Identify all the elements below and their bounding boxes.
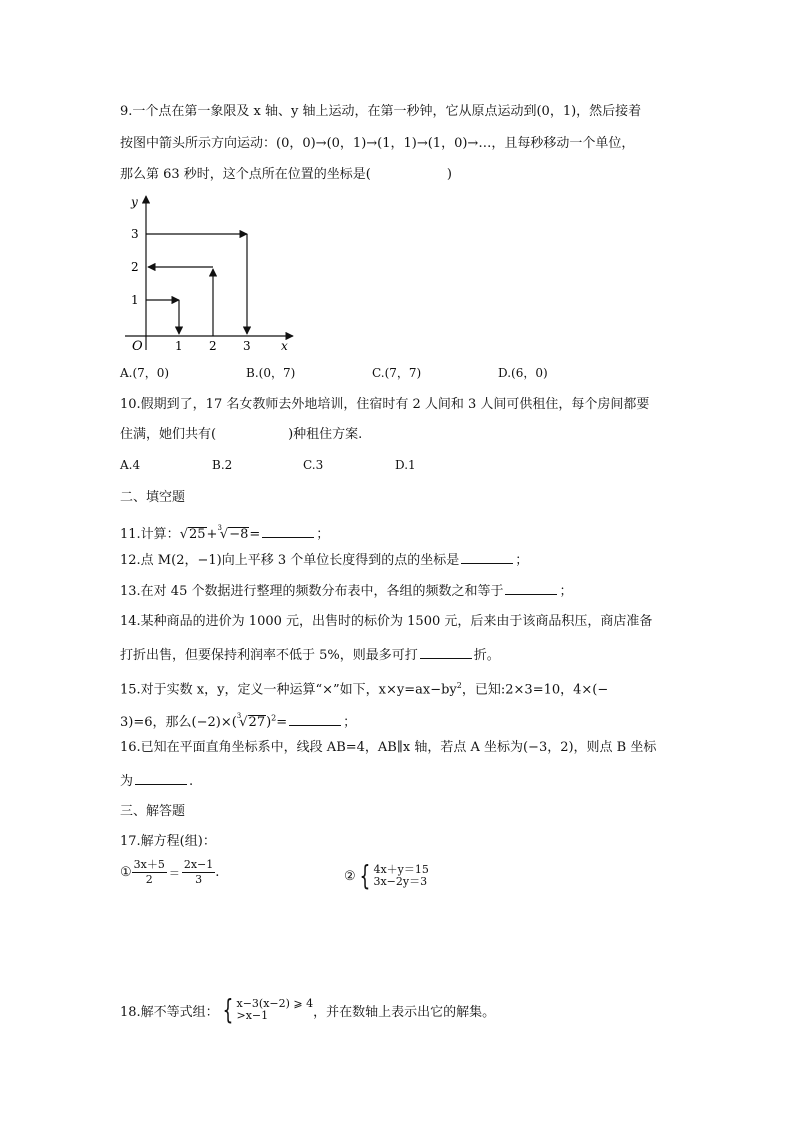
q9-option-c: C.(7，7) bbox=[372, 366, 422, 380]
y-tick-3: 3 bbox=[131, 227, 139, 241]
q11-radicand-2: −8 bbox=[229, 527, 249, 542]
q9-option-b: B.(0，7) bbox=[246, 366, 296, 380]
x-tick-3: 3 bbox=[243, 339, 251, 353]
q10-line2-end: )种租住方案. bbox=[288, 427, 363, 442]
q18 bbox=[120, 993, 496, 1026]
q9-line2: 按图中箭头所示方向运动：(0，0)→(0，1)→(1，1)→(1，0)→…，且每秒移动一个单位， bbox=[120, 136, 635, 151]
q10-line1: 10.假期到了，17 名女教师去外地培训，住宿时有 2 人间和 3 人间可供租住，每个房间都要 bbox=[120, 397, 650, 412]
q11-answer-blank[interactable] bbox=[262, 524, 314, 538]
q17-part1 bbox=[120, 858, 219, 887]
q15-line2: 3)=6，那么$(-2)\times(^3√27)^2=$ ； bbox=[120, 712, 357, 730]
x-tick-1: 1 bbox=[175, 339, 183, 353]
q9-line3-close: ) bbox=[446, 167, 452, 182]
q12-text: 12.点 M(2，−1)向上平移 3 个单位长度得到的点的坐标是 bbox=[120, 553, 460, 568]
q15-close: ) bbox=[266, 715, 272, 730]
q14-answer-blank[interactable] bbox=[420, 645, 472, 659]
q16-line1: 16.已知在平面直角坐标系中，线段 AB=4，AB∥x 轴，若点 A 坐标为(−3，2)，则点 B 坐标 bbox=[120, 740, 657, 755]
q17-part1-end: . bbox=[215, 865, 220, 880]
q18-system: { x−3(x−2) ⩾ 4 >x−1 bbox=[222, 993, 314, 1026]
q16-line2 bbox=[120, 771, 193, 792]
q10-option-a: A.4 bbox=[120, 458, 141, 472]
y-tick-1: 1 bbox=[131, 293, 139, 307]
q12-end: ； bbox=[515, 553, 529, 568]
q14-end: 折。 bbox=[473, 648, 500, 663]
q17-fraction-1 bbox=[132, 858, 167, 887]
q10-line2 bbox=[120, 425, 362, 445]
q13-answer-blank[interactable] bbox=[505, 581, 557, 595]
q15-end: ； bbox=[343, 715, 357, 730]
q11: 11.计算：√25+$^3$√−8= ； bbox=[120, 524, 330, 542]
q11-plus: + bbox=[206, 527, 218, 542]
q17-frac2-den: 3 bbox=[195, 873, 203, 886]
q14-text: 打折出售，但要保持利润率不低于 5%，则最多可打 bbox=[120, 648, 418, 663]
q12 bbox=[120, 550, 528, 571]
q11-radicand-1: 25 bbox=[188, 527, 206, 542]
q17-part2-label: ② bbox=[344, 868, 356, 884]
q15-radicand: 27 bbox=[248, 715, 266, 730]
q16-answer-blank[interactable] bbox=[135, 771, 187, 785]
q17-frac1-num: 3x＋5 bbox=[133, 858, 165, 871]
q10-option-c: C.3 bbox=[303, 458, 324, 472]
q16-end: . bbox=[189, 774, 194, 789]
q18-end: ，并在数轴上表示出它的解集。 bbox=[313, 1004, 496, 1020]
y-tick-2: 2 bbox=[131, 260, 139, 274]
q9-line3 bbox=[120, 165, 452, 185]
q9-line1: 9.一个点在第一象限及 x 轴、y 轴上运动，在第一秒钟，它从原点运动到(0，1)，然后接着 bbox=[120, 104, 642, 119]
q15-text-c: 3)=6，那么(−2)×( bbox=[120, 715, 237, 730]
q18-ineq-2: >x−1 bbox=[236, 1009, 269, 1022]
origin-label: O bbox=[132, 339, 143, 354]
q17-part2 bbox=[344, 859, 429, 892]
q15-text-a: 15.对于实数 x，y，定义一种运算“×”如下，x×y=ax−by bbox=[120, 682, 457, 698]
x-tick-2: 2 bbox=[209, 339, 217, 353]
q15-sup: 2 bbox=[456, 681, 462, 690]
q9-option-d: D.(6，0) bbox=[498, 366, 548, 380]
q17-title: 17.解方程(组)： bbox=[120, 834, 216, 849]
q17-frac1-den: 2 bbox=[145, 873, 153, 886]
q16-text: 为 bbox=[120, 774, 134, 789]
section-solve-title: 三、解答题 bbox=[120, 804, 186, 819]
x-axis-label: x bbox=[281, 339, 288, 353]
q13 bbox=[120, 581, 573, 602]
q15-text-b: ，已知:2×3=10，4×(− bbox=[461, 682, 609, 698]
q17-frac2-num: 2x−1 bbox=[183, 858, 214, 871]
q15-answer-blank[interactable] bbox=[289, 712, 341, 726]
q10-option-b: B.2 bbox=[212, 458, 233, 472]
section-fill-in-title: 二、填空题 bbox=[120, 490, 186, 505]
q17-eq-2: 3x−2y＝3 bbox=[373, 875, 428, 888]
q14-line2 bbox=[120, 645, 500, 666]
y-axis-label: y bbox=[131, 195, 138, 209]
q15-line1 bbox=[120, 676, 608, 700]
q18-ineq-1: x−3(x−2) ⩾ 4 bbox=[236, 997, 314, 1010]
q17-part1-eq: ＝ bbox=[168, 866, 180, 880]
q11-root-index: 3 bbox=[217, 524, 222, 532]
q17-eq-1: 4x＋y＝15 bbox=[373, 863, 429, 876]
q15-sup2: 2 bbox=[271, 713, 277, 723]
q10-line2-text: 住满，她们共有( bbox=[120, 427, 217, 442]
q12-answer-blank[interactable] bbox=[461, 550, 513, 564]
q11-end: ； bbox=[316, 527, 330, 542]
q13-end: ； bbox=[559, 584, 573, 599]
q15-root-index: 3 bbox=[236, 712, 242, 720]
q18-text: 18.解不等式组： bbox=[120, 1004, 219, 1020]
q17-part1-label: ① bbox=[120, 865, 132, 880]
q17-fraction-2 bbox=[182, 858, 215, 887]
q17-system: { 4x＋y＝15 3x−2y＝3 bbox=[359, 859, 429, 892]
q9-line3-text: 那么第 63 秒时，这个点所在位置的坐标是( bbox=[120, 167, 371, 182]
q10-option-d: D.1 bbox=[395, 458, 416, 472]
q9-option-a: A.(7，0) bbox=[120, 366, 170, 380]
q13-text: 13.在对 45 个数据进行整理的频数分布表中，各组的频数之和等于 bbox=[120, 584, 504, 599]
q11-text: 11.计算： bbox=[120, 527, 180, 542]
q14-line1: 14.某种商品的进价为 1000 元，出售时的标价为 1500 元，后来由于该商品积压，商店准备 bbox=[120, 614, 653, 629]
q11-eq: = bbox=[249, 527, 261, 542]
q15-eq: = bbox=[276, 715, 288, 730]
q9-spiral-figure bbox=[115, 190, 315, 355]
